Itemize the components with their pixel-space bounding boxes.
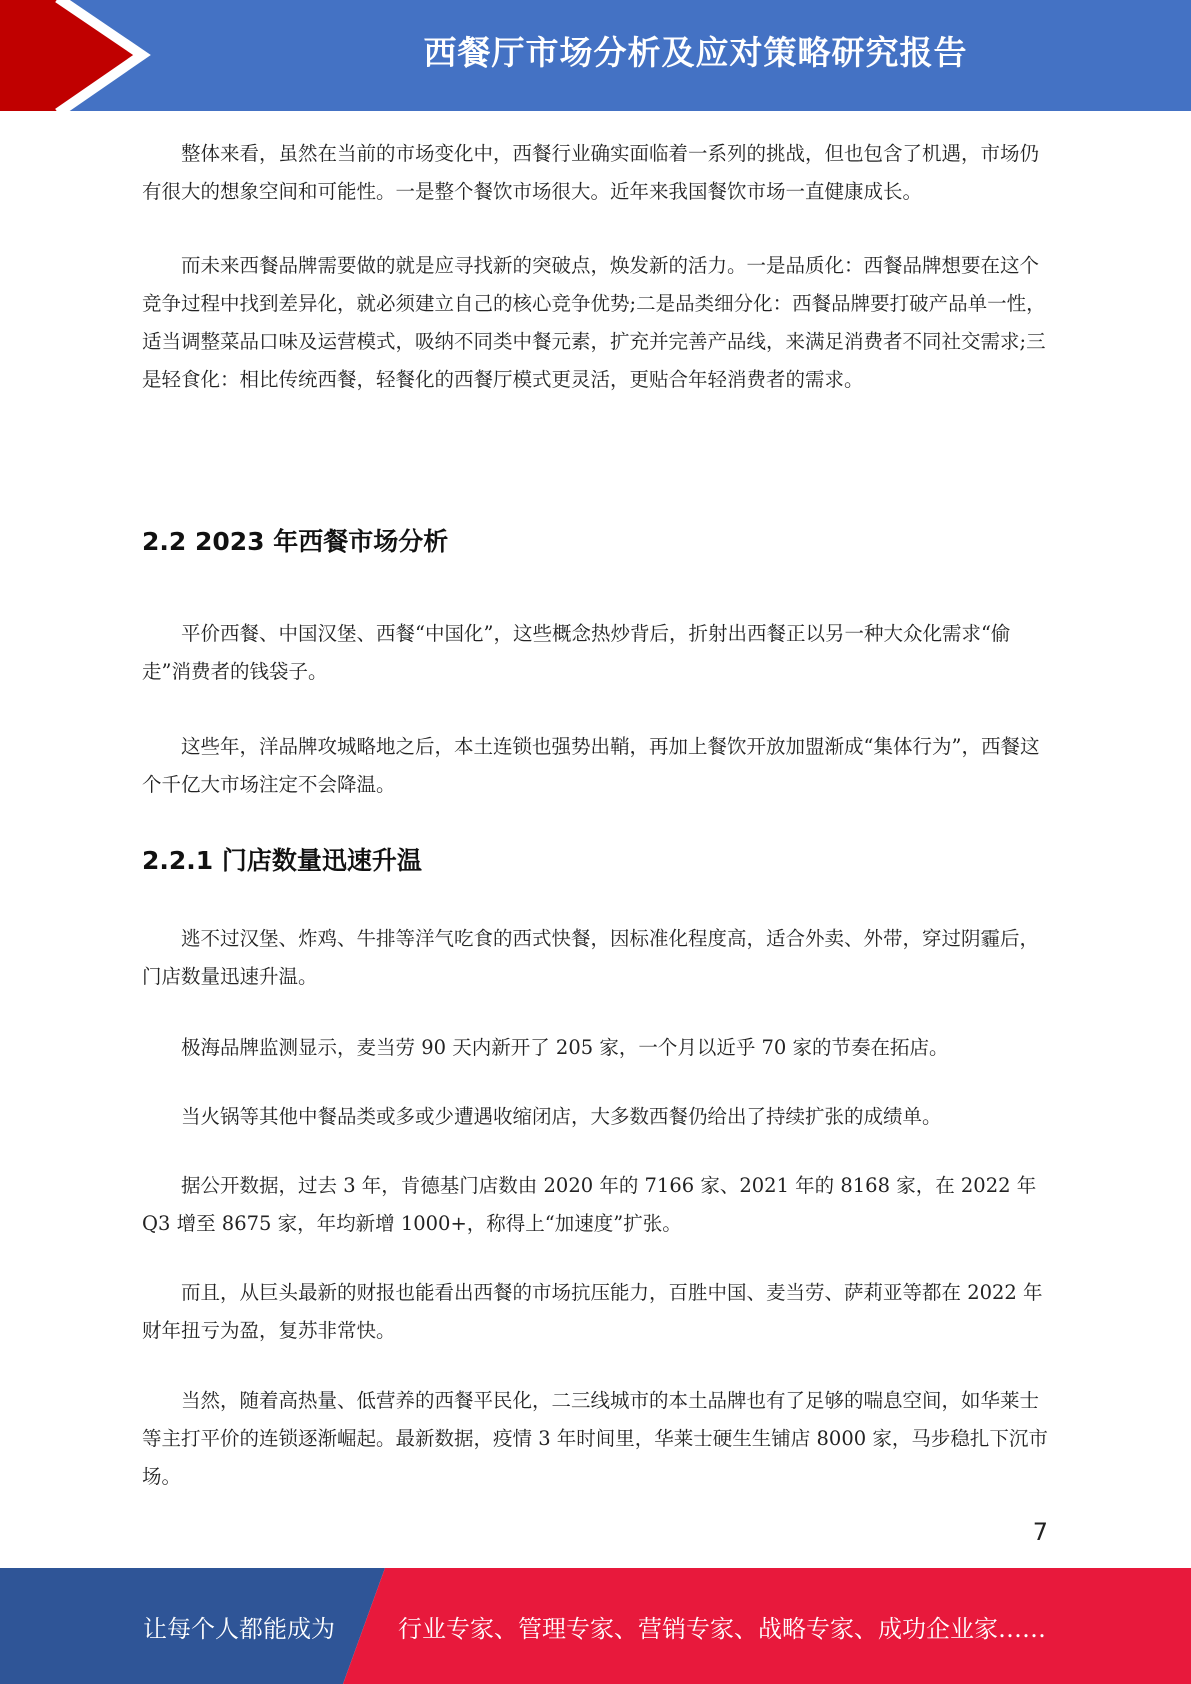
paragraph: 据公开数据，过去 3 年，肯德基门店数由 2020 年的 7166 家、2021 年的 8168 家，在 2022 年 Q3 增至 8675 家，年均新增 1000+，称得上“加速度”扩张。 [142, 1174, 1037, 1235]
subsection-heading: 2.2.1 门店数量迅速升温 [142, 846, 422, 875]
page-header [0, 0, 1191, 111]
paragraph: 当然，随着高热量、低营养的西餐平民化，二三线城市的本土品牌也有了足够的喘息空间，如华莱士等主打平价的连锁逐渐崛起。最新数据，疫情 3 年时间里，华莱士硬生生铺店 8000 家，马步稳扎下沉市场。 [142, 1389, 1048, 1488]
paragraph: 极海品牌监测显示，麦当劳 90 天内新开了 205 家，一个月以近乎 70 家的节奏在拓店。 [181, 1036, 949, 1059]
paragraph: 而未来西餐品牌需要做的就是应寻找新的突破点，焕发新的活力。一是品质化：西餐品牌想要在这个竞争过程中找到差异化，就必须建立自己的核心竞争优势;二是品类细分化：西餐品牌要打破产品单一性，适当调整菜品口味及运营模式，吸纳不同类中餐元素，扩充并完善产品线，来满足消费者不同社交需求;三是轻食化：相比传统西餐，轻餐化的西餐厅模式更灵活，更贴合年轻消费者的需求。 [142, 254, 1046, 391]
footer-slogan-right: 行业专家、管理专家、营销专家、战略专家、成功企业家…… [398, 1614, 1046, 1643]
paragraph: 整体来看，虽然在当前的市场变化中，西餐行业确实面临着一系列的挑战，但也包含了机遇，市场仍有很大的想象空间和可能性。一是整个餐饮市场很大。近年来我国餐饮市场一直健康成长。 [142, 142, 1040, 203]
footer-slogan-left: 让每个人都能成为 [143, 1614, 335, 1643]
section-heading: 2.2 2023 年西餐市场分析 [142, 527, 449, 556]
document-title: 西餐厅市场分析及应对策略研究报告 [423, 32, 968, 72]
paragraph: 平价西餐、中国汉堡、西餐“中国化”，这些概念热炒背后，折射出西餐正以另一种大众化需求“偷走”消费者的钱袋子。 [142, 622, 1011, 683]
paragraph: 这些年，洋品牌攻城略地之后，本土连锁也强势出鞘，再加上餐饮开放加盟渐成“集体行为”，西餐这个千亿大市场注定不会降温。 [142, 735, 1040, 796]
paragraph: 逃不过汉堡、炸鸡、牛排等洋气吃食的西式快餐，因标准化程度高，适合外卖、外带，穿过阴霾后，门店数量迅速升温。 [142, 927, 1040, 988]
page-number: 7 [1032, 1518, 1048, 1546]
paragraph: 当火锅等其他中餐品类或多或少遭遇收缩闭店，大多数西餐仍给出了持续扩张的成绩单。 [181, 1105, 942, 1128]
paragraph: 而且，从巨头最新的财报也能看出西餐的市场抗压能力，百胜中国、麦当劳、萨莉亚等都在 2022 年财年扭亏为盈，复苏非常快。 [142, 1281, 1043, 1342]
page-footer [0, 1568, 1191, 1684]
